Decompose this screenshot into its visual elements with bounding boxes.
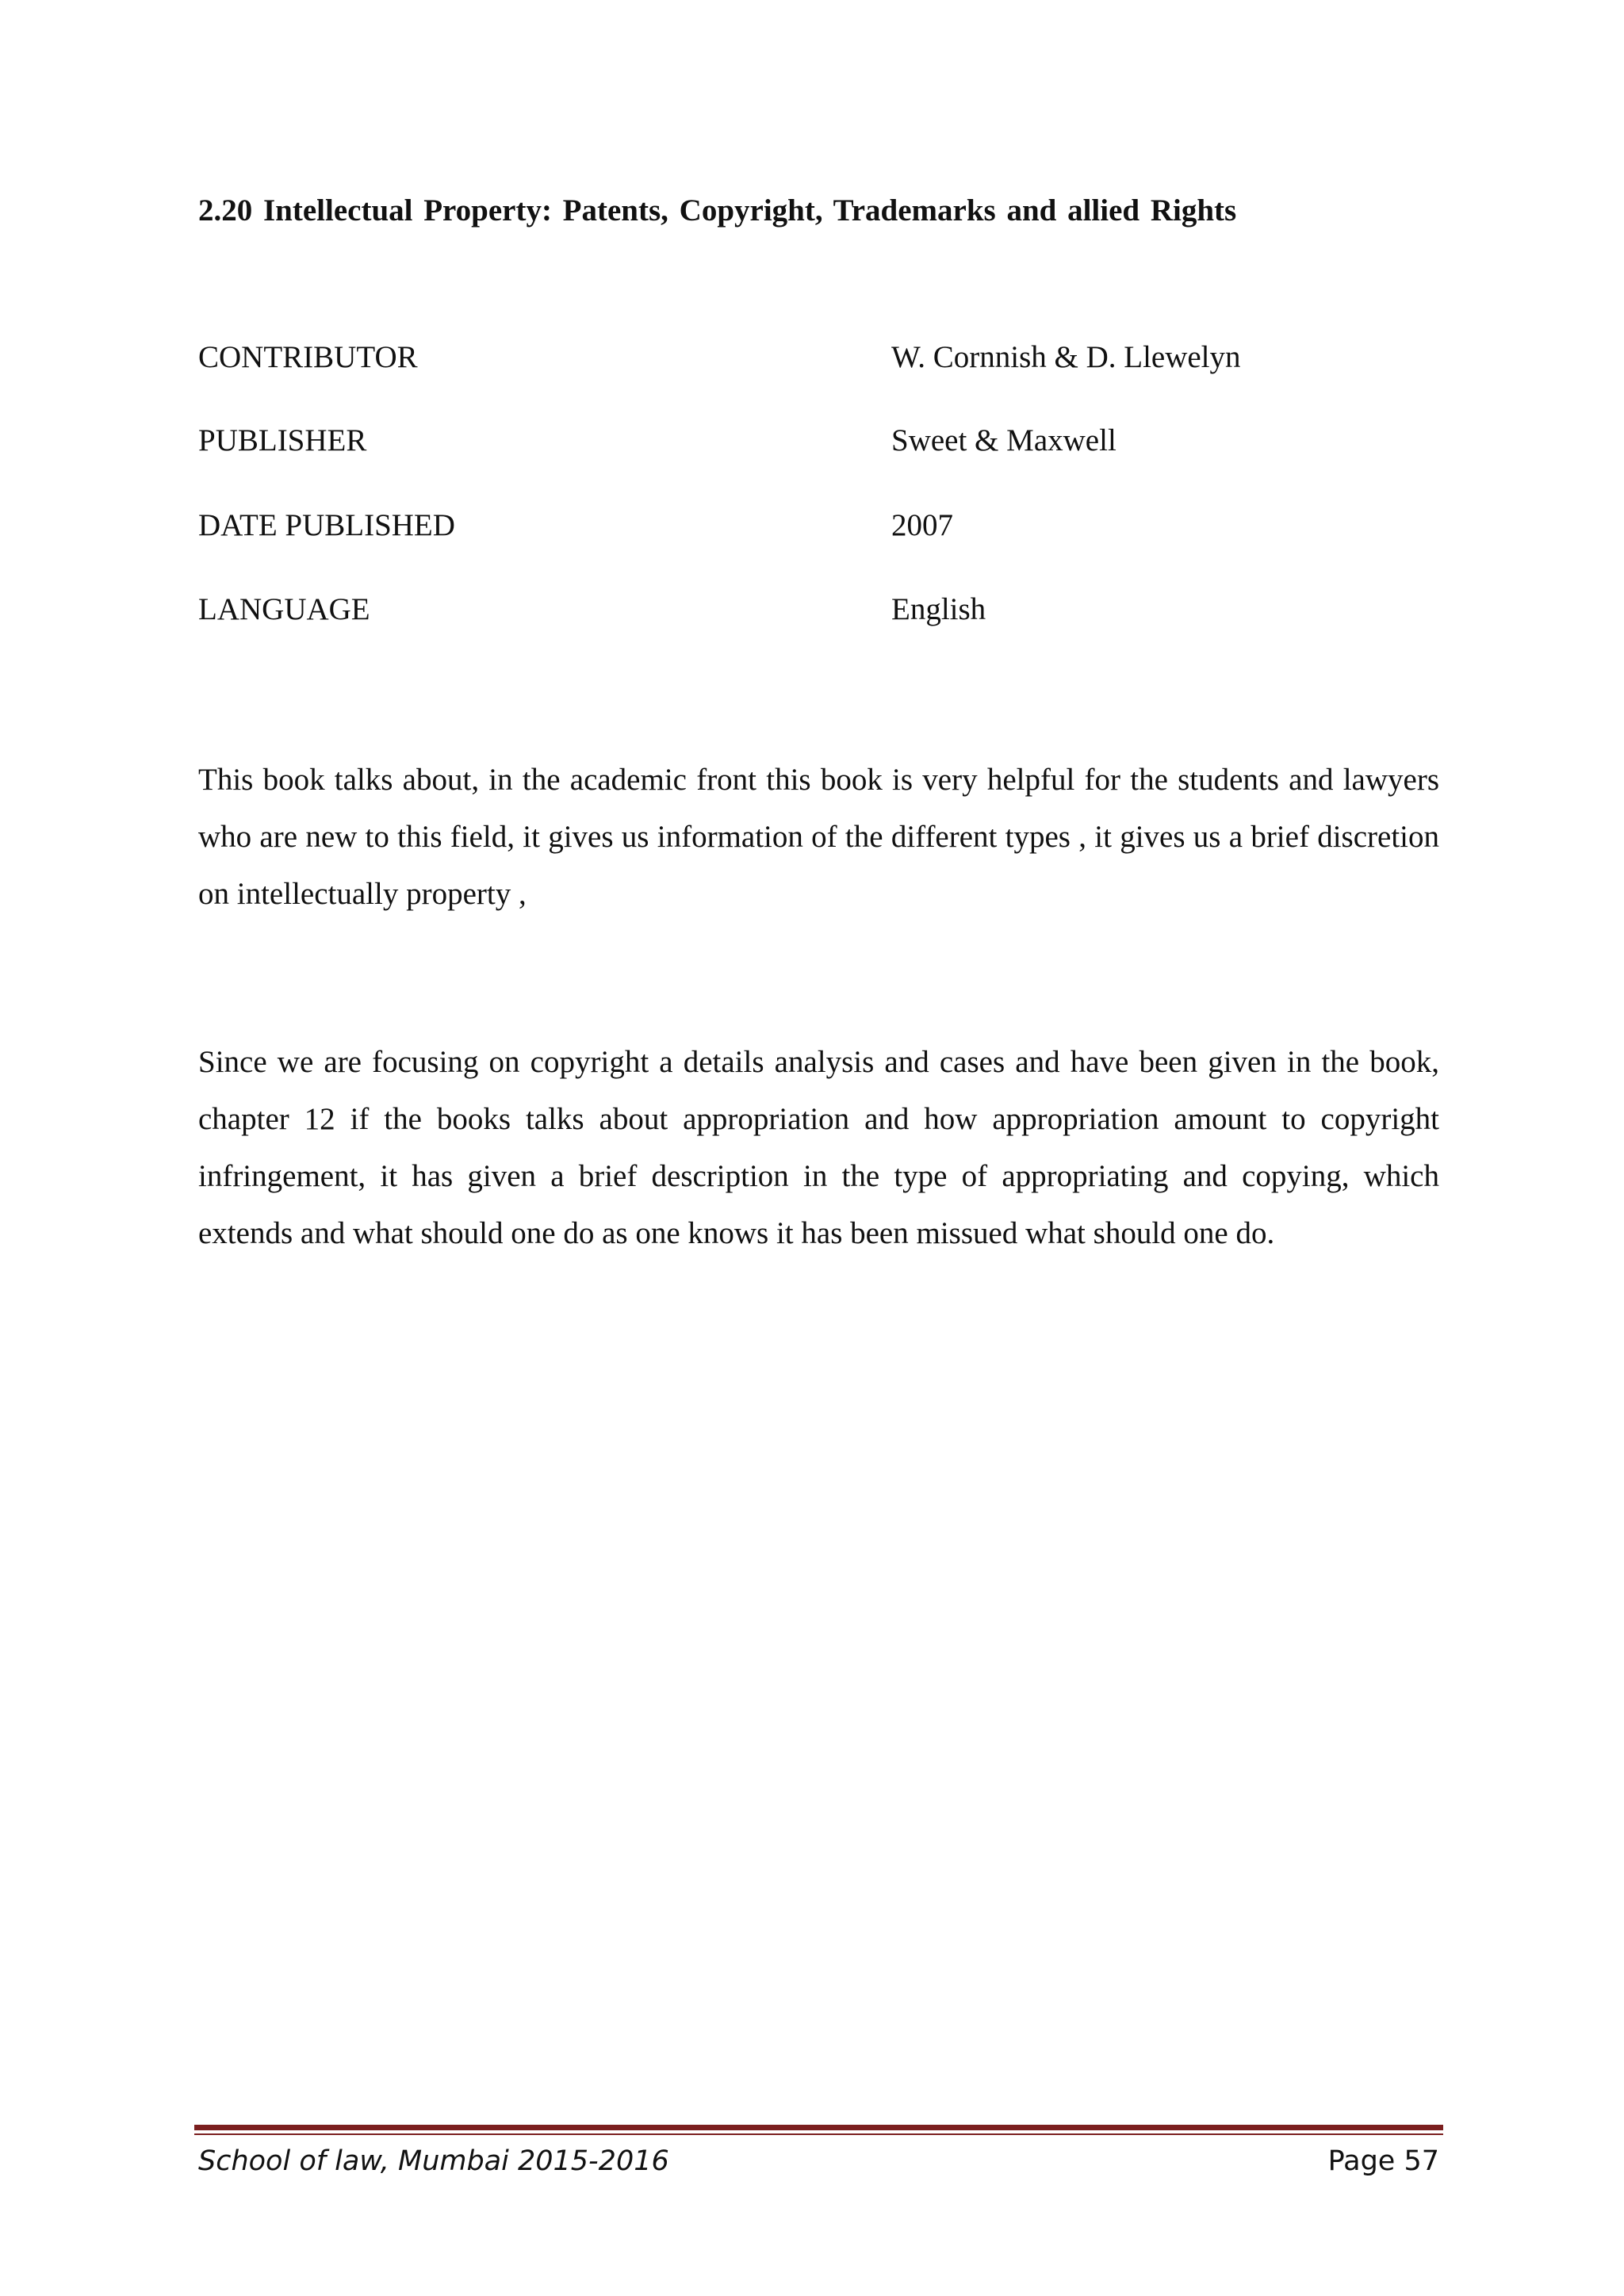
metadata-label: DATE PUBLISHED bbox=[198, 508, 455, 542]
metadata-value: English bbox=[891, 592, 986, 626]
body-paragraph: This book talks about, in the academic front this book is very helpful for the students and lawyers who are new to this field, it gives us information of the different types , it gives us a brief discretion on intellectually property , bbox=[198, 763, 1439, 911]
metadata-value: Sweet & Maxwell bbox=[891, 423, 1116, 457]
metadata-row-language bbox=[198, 591, 1435, 631]
metadata-label: PUBLISHER bbox=[198, 423, 367, 457]
metadata-row-contributor bbox=[198, 339, 1435, 379]
footer-rule bbox=[194, 2125, 1443, 2130]
body-paragraph: Since we are focusing on copyright a details analysis and cases and have been given in the book, chapter 12 if the books talks about appropriation and how appropriation amount to copyright infringement, it has given a brief description in the type of appropriating and copying, which extends and what should one do as one knows it has been missued what should one do. bbox=[198, 1045, 1439, 1250]
footer-rule-thin bbox=[194, 2133, 1443, 2135]
footer-school-label: School of law, Mumbai 2015-2016 bbox=[198, 2145, 669, 2177]
metadata-value: 2007 bbox=[891, 508, 953, 542]
metadata-row-date-published bbox=[198, 507, 1435, 547]
metadata-label: CONTRIBUTOR bbox=[198, 340, 418, 374]
footer-page-number: Page 57 bbox=[1327, 2145, 1439, 2177]
metadata-label: LANGUAGE bbox=[198, 592, 370, 626]
metadata-row-publisher bbox=[198, 423, 1435, 462]
section-heading: 2.20 Intellectual Property: Patents, Copyright, Trademarks and allied Rights bbox=[198, 193, 1237, 228]
metadata-value: W. Cornnish & D. Llewelyn bbox=[891, 340, 1241, 374]
